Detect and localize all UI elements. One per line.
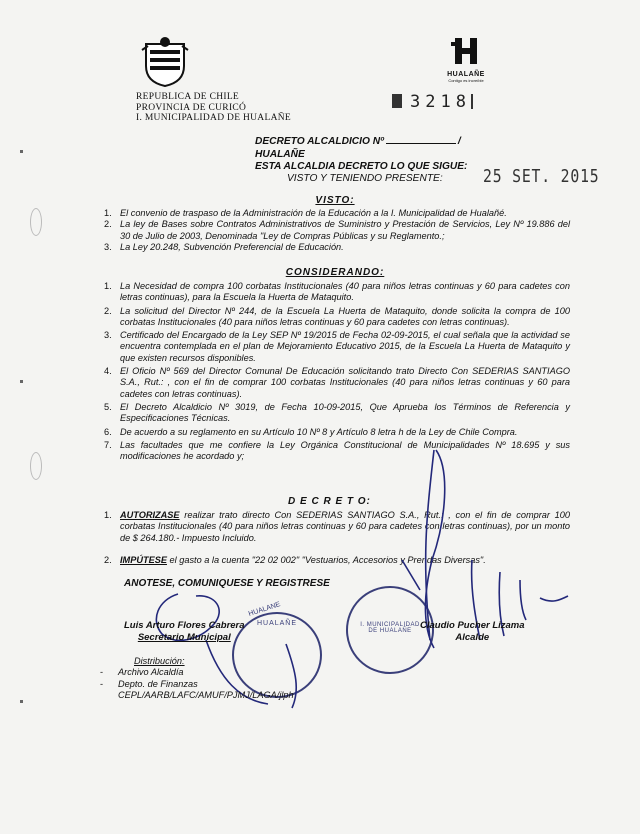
list-item: 4. El Oficio Nº 569 del Director Comunal De Educación solicitando trato Directo Con SEDERIAS SANTIAGO S.A., Rut.: , con el fin de comprar 100 corbatas Institucionales (40 para niños letras continuas y 60 para cadetes con letras continuas). <box>104 366 570 399</box>
decree-label: DECRETO ALCALDICIO Nº <box>255 136 384 147</box>
binder-hole <box>30 208 42 236</box>
logo-text: HUALAÑE <box>447 71 485 78</box>
closing-line: ANOTESE, COMUNIQUESE Y REGISTRESE <box>124 578 330 589</box>
document-number: 3218 <box>410 92 471 112</box>
distribution-item: - Archivo Alcaldía <box>100 667 184 678</box>
considerando-heading: CONSIDERANDO: <box>285 267 385 278</box>
binder-hole <box>30 452 42 480</box>
visto-line: VISTO Y TENIENDO PRESENTE: <box>287 173 443 184</box>
list-item: 1. La Necesidad de compra 100 corbatas Institucionales (40 para niños letras continuas y 60 para cadetes con letras continuas), para la Escuela la Huerta de Mataquito. <box>104 281 570 303</box>
decreto-list <box>104 510 570 566</box>
hualane-logo-icon <box>451 36 481 66</box>
right-signatory-title: Alcalde <box>455 632 490 643</box>
list-item: 5. El Decreto Alcaldicio Nº 3019, de Fecha 10-09-2015, Que Aprueba los Términos de Referencia y Especificaciones Técnicas. <box>104 401 570 424</box>
city-label: HUALAÑE <box>255 148 305 160</box>
considerando-list <box>104 281 570 462</box>
logo-tagline: Contigo es increíble <box>448 78 484 83</box>
autorizase-lead: AUTORIZASE <box>120 510 180 520</box>
list-item: 3. La Ley 20.248, Subvención Preferencial de Educación. <box>104 241 344 252</box>
margin-mark <box>20 380 23 383</box>
decree-number-blank <box>386 143 456 144</box>
list-item: 1. El convenio de traspaso de la Administración de la Educación a la I. Municipalidad de Hualañé. <box>104 208 507 218</box>
date-stamp: 25 SET. 2015 <box>483 166 600 187</box>
margin-mark <box>20 700 23 703</box>
municipal-stamp-right: I. MUNICIPALIDAD DE HUALAÑE <box>346 586 434 674</box>
municipal-stamp-left: HUALAÑE <box>232 612 322 698</box>
right-signatory-name: Claudio Pucher Lizama <box>420 620 525 631</box>
list-item: 3. Certificado del Encargado de la Ley SEP Nº 19/2015 de Fecha 02-09-2015, el cual señala que la actividad se encuentra contemplada en el plan de Mejoramiento Educativo 2015, de la Escuela La Huerta de Mataquito y que existen recursos disponibles. <box>104 330 570 363</box>
list-item: 2. La solicitud del Director Nº 244, de la Escuela La Huerta de Mataquito, donde solicita la compra de 100 corbatas Institucionales (40 para niños letras continuas y 60 para cadetes con letras continuas). <box>104 305 570 327</box>
visto-list <box>104 208 570 253</box>
list-item: 2. La ley de Bases sobre Contratos Administrativos de Suministro y Prestación de Servicios, Ley Nº 19.886 del 30 de Julio de 2003, Denominada "Ley de Compras Públicas y su Reglamento.; <box>104 219 570 241</box>
hualane-logo <box>442 36 490 83</box>
statement-label: ESTA ALCALDIA DECRETO LO QUE SIGUE: <box>255 161 468 173</box>
distribution-heading: Distribución: <box>134 656 185 666</box>
decree-slash: / <box>457 136 461 147</box>
distribution-item: - Depto. de Finanzas <box>100 678 198 689</box>
left-signatory-title: Secretario Municipal <box>137 632 231 643</box>
list-item: 7. Las facultades que me confiere la Ley Orgánica Constitucional de Municipalidades Nº 18.695 y sus modificaciones he acordado y; <box>104 439 570 462</box>
municipality-label: I. MUNICIPALIDAD DE HUALAÑE <box>136 113 291 123</box>
list-item: 6. De acuerdo a su reglamento en su Artículo 10 Nº 8 y Artículo 8 letra h de la Ley de Chile Compra. <box>104 426 518 437</box>
number-stamp-mark <box>392 94 402 108</box>
visto-heading: VISTO: <box>315 195 355 206</box>
left-signatory-name: Luis Arturo Flores Cabrera <box>124 620 245 631</box>
province-label: PROVINCIA DE CURICÓ <box>136 102 247 113</box>
decreto-heading: D E C R E T O: <box>288 496 371 507</box>
imputese-lead: IMPÚTESE <box>120 554 167 565</box>
margin-mark <box>20 150 23 153</box>
small-stamp-text: HUALANE <box>247 601 282 618</box>
list-item: 2. IMPÚTESE el gasto a la cuenta "22 02 002" "Vestuarios, Accesorios y Prendas Diversas". <box>104 554 486 565</box>
distribution-initials: CEPL/AARB/LAFC/AMUF/PJMJ/LAGA/jlph <box>118 690 294 701</box>
coat-of-arms-icon <box>140 36 190 88</box>
number-stamp-tick <box>471 94 473 109</box>
list-item: 1. AUTORIZASE realizar trato directo Con SEDERIAS SANTIAGO S.A., Rut.: , con el fin de comprar 100 corbatas Institucionales (40 para niños letras continuas y 60 para cadetes con letras continuas), por un monto de $ 264.180.- Impuesto Incluido. <box>104 510 570 543</box>
republic-label: REPUBLICA DE CHILE <box>136 92 240 102</box>
